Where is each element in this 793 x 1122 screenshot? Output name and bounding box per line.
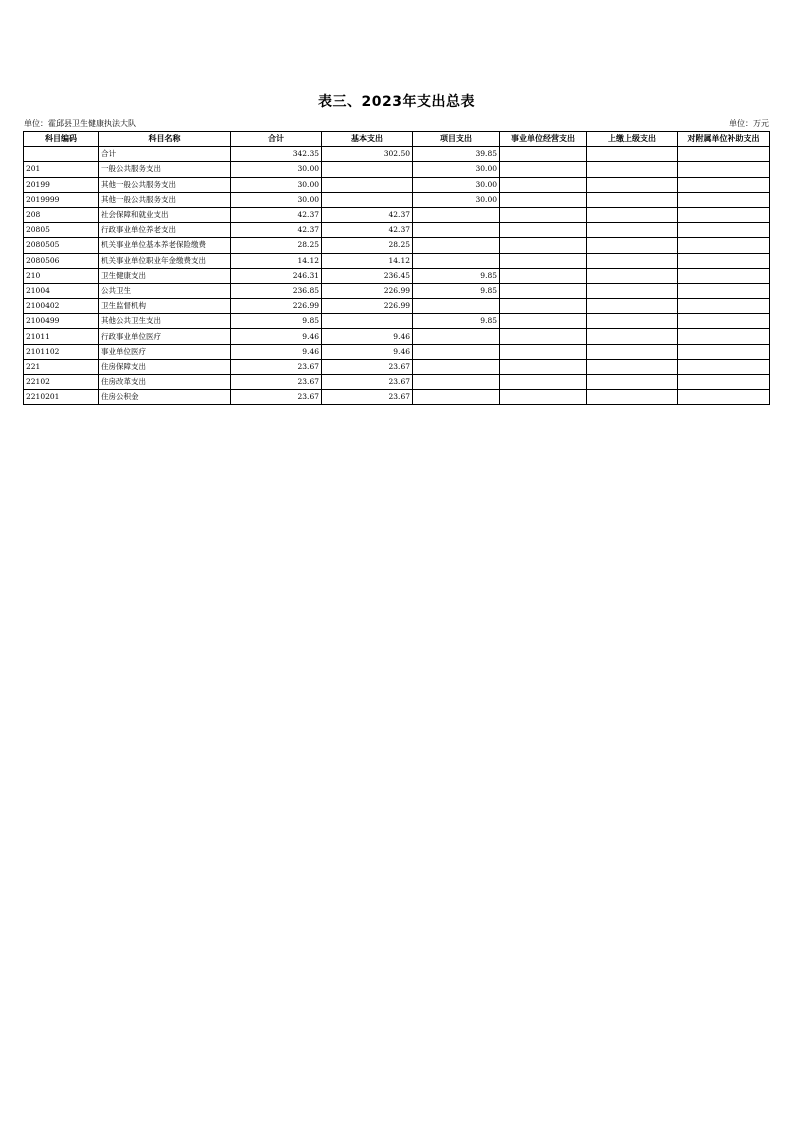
- cell-name: 其他公共卫生支出: [99, 314, 231, 329]
- cell-total: 226.99: [231, 299, 322, 314]
- cell-project: 9.85: [413, 268, 500, 283]
- header-subsidy: 对附属单位补助支出: [678, 132, 770, 147]
- cell-subsidy: [678, 283, 770, 298]
- cell-project: 9.85: [413, 314, 500, 329]
- expenditure-table: [23, 131, 770, 405]
- cell-business: [500, 192, 587, 207]
- cell-basic: [322, 177, 413, 192]
- cell-total: 9.46: [231, 344, 322, 359]
- cell-total: 246.31: [231, 268, 322, 283]
- cell-upper: [587, 299, 678, 314]
- cell-project: [413, 344, 500, 359]
- table-row: [24, 283, 770, 298]
- table-row: [24, 207, 770, 222]
- header-code: 科目编码: [24, 132, 99, 147]
- cell-total: 23.67: [231, 375, 322, 390]
- cell-subsidy: [678, 344, 770, 359]
- cell-upper: [587, 268, 678, 283]
- cell-code: 208: [24, 207, 99, 222]
- cell-total: 30.00: [231, 177, 322, 192]
- cell-business: [500, 344, 587, 359]
- cell-upper: [587, 344, 678, 359]
- cell-code: 21011: [24, 329, 99, 344]
- cell-basic: 14.12: [322, 253, 413, 268]
- cell-project: [413, 299, 500, 314]
- cell-code: 221: [24, 359, 99, 374]
- table-row: [24, 223, 770, 238]
- cell-business: [500, 283, 587, 298]
- table-row: [24, 329, 770, 344]
- header-project: 项目支出: [413, 132, 500, 147]
- cell-code: 22102: [24, 375, 99, 390]
- cell-basic: 23.67: [322, 390, 413, 405]
- table-row: [24, 344, 770, 359]
- cell-name: 住房改革支出: [99, 375, 231, 390]
- cell-code: 210: [24, 268, 99, 283]
- table-row: [24, 359, 770, 374]
- cell-total: 42.37: [231, 207, 322, 222]
- cell-project: 30.00: [413, 192, 500, 207]
- cell-basic: 28.25: [322, 238, 413, 253]
- cell-upper: [587, 162, 678, 177]
- table-row: [24, 268, 770, 283]
- cell-code: 2100499: [24, 314, 99, 329]
- cell-business: [500, 359, 587, 374]
- cell-upper: [587, 283, 678, 298]
- cell-name: 行政事业单位养老支出: [99, 223, 231, 238]
- cell-project: [413, 359, 500, 374]
- cell-business: [500, 162, 587, 177]
- header-total: 合计: [231, 132, 322, 147]
- cell-subsidy: [678, 314, 770, 329]
- table-row: [24, 177, 770, 192]
- cell-total: 28.25: [231, 238, 322, 253]
- cell-basic: 23.67: [322, 375, 413, 390]
- cell-upper: [587, 390, 678, 405]
- cell-name: 公共卫生: [99, 283, 231, 298]
- cell-business: [500, 207, 587, 222]
- cell-project: 9.85: [413, 283, 500, 298]
- cell-total: 30.00: [231, 192, 322, 207]
- cell-name: 住房公积金: [99, 390, 231, 405]
- cell-total: 14.12: [231, 253, 322, 268]
- cell-basic: 236.45: [322, 268, 413, 283]
- cell-code: 201: [24, 162, 99, 177]
- cell-code: 2080506: [24, 253, 99, 268]
- cell-name: 一般公共服务支出: [99, 162, 231, 177]
- cell-business: [500, 268, 587, 283]
- table-row: [24, 314, 770, 329]
- cell-code: [24, 147, 99, 162]
- cell-business: [500, 375, 587, 390]
- cell-code: 20805: [24, 223, 99, 238]
- cell-subsidy: [678, 329, 770, 344]
- cell-total: 236.85: [231, 283, 322, 298]
- cell-project: [413, 329, 500, 344]
- cell-business: [500, 329, 587, 344]
- cell-upper: [587, 147, 678, 162]
- cell-business: [500, 147, 587, 162]
- cell-code: 2080505: [24, 238, 99, 253]
- cell-basic: 42.37: [322, 223, 413, 238]
- cell-subsidy: [678, 390, 770, 405]
- cell-upper: [587, 223, 678, 238]
- cell-basic: [322, 192, 413, 207]
- cell-project: [413, 253, 500, 268]
- cell-code: 2019999: [24, 192, 99, 207]
- cell-code: 21004: [24, 283, 99, 298]
- cell-name: 事业单位医疗: [99, 344, 231, 359]
- header-basic: 基本支出: [322, 132, 413, 147]
- page-title: 表三、2023年支出总表: [318, 94, 475, 110]
- cell-business: [500, 390, 587, 405]
- cell-basic: 226.99: [322, 283, 413, 298]
- cell-total: 9.46: [231, 329, 322, 344]
- cell-name: 行政事业单位医疗: [99, 329, 231, 344]
- cell-name: 社会保障和就业支出: [99, 207, 231, 222]
- cell-name: 合计: [99, 147, 231, 162]
- table-row: [24, 147, 770, 162]
- cell-upper: [587, 207, 678, 222]
- cell-name: 其他一般公共服务支出: [99, 192, 231, 207]
- table-header-row: [24, 132, 770, 147]
- cell-basic: 23.67: [322, 359, 413, 374]
- cell-upper: [587, 192, 678, 207]
- cell-total: 342.35: [231, 147, 322, 162]
- cell-upper: [587, 238, 678, 253]
- cell-subsidy: [678, 192, 770, 207]
- cell-business: [500, 238, 587, 253]
- table-row: [24, 192, 770, 207]
- table-row: [24, 390, 770, 405]
- cell-project: [413, 238, 500, 253]
- cell-code: 2101102: [24, 344, 99, 359]
- header-business: 事业单位经营支出: [500, 132, 587, 147]
- cell-upper: [587, 314, 678, 329]
- cell-total: 30.00: [231, 162, 322, 177]
- table-row: [24, 375, 770, 390]
- cell-name: 卫生健康支出: [99, 268, 231, 283]
- cell-total: 9.85: [231, 314, 322, 329]
- cell-project: [413, 207, 500, 222]
- cell-basic: [322, 162, 413, 177]
- table-row: [24, 162, 770, 177]
- cell-project: 30.00: [413, 177, 500, 192]
- cell-business: [500, 253, 587, 268]
- cell-basic: [322, 314, 413, 329]
- cell-project: 39.85: [413, 147, 500, 162]
- cell-subsidy: [678, 359, 770, 374]
- cell-project: [413, 375, 500, 390]
- cell-subsidy: [678, 299, 770, 314]
- cell-subsidy: [678, 207, 770, 222]
- cell-project: [413, 390, 500, 405]
- cell-basic: 9.46: [322, 329, 413, 344]
- table-row: [24, 238, 770, 253]
- cell-total: 42.37: [231, 223, 322, 238]
- cell-upper: [587, 359, 678, 374]
- table-row: [24, 253, 770, 268]
- cell-project: [413, 223, 500, 238]
- cell-business: [500, 223, 587, 238]
- unit-label-currency: 单位：万元: [729, 119, 769, 128]
- cell-basic: 226.99: [322, 299, 413, 314]
- cell-name: 住房保障支出: [99, 359, 231, 374]
- header-upper: 上缴上级支出: [587, 132, 678, 147]
- cell-name: 机关事业单位基本养老保险缴费: [99, 238, 231, 253]
- cell-business: [500, 299, 587, 314]
- cell-upper: [587, 375, 678, 390]
- cell-basic: 302.50: [322, 147, 413, 162]
- cell-subsidy: [678, 375, 770, 390]
- cell-subsidy: [678, 147, 770, 162]
- cell-name: 卫生监督机构: [99, 299, 231, 314]
- cell-code: 2210201: [24, 390, 99, 405]
- cell-business: [500, 314, 587, 329]
- cell-code: 2100402: [24, 299, 99, 314]
- cell-code: 20199: [24, 177, 99, 192]
- cell-subsidy: [678, 177, 770, 192]
- cell-name: 机关事业单位职业年金缴费支出: [99, 253, 231, 268]
- cell-project: 30.00: [413, 162, 500, 177]
- cell-subsidy: [678, 238, 770, 253]
- cell-subsidy: [678, 162, 770, 177]
- cell-basic: 42.37: [322, 207, 413, 222]
- cell-upper: [587, 253, 678, 268]
- cell-name: 其他一般公共服务支出: [99, 177, 231, 192]
- header-name: 科目名称: [99, 132, 231, 147]
- cell-subsidy: [678, 253, 770, 268]
- cell-upper: [587, 329, 678, 344]
- cell-business: [500, 177, 587, 192]
- cell-total: 23.67: [231, 390, 322, 405]
- cell-total: 23.67: [231, 359, 322, 374]
- cell-basic: 9.46: [322, 344, 413, 359]
- cell-subsidy: [678, 268, 770, 283]
- table-row: [24, 299, 770, 314]
- unit-label-org: 单位：霍邱县卫生健康执法大队: [24, 119, 136, 128]
- cell-upper: [587, 177, 678, 192]
- cell-subsidy: [678, 223, 770, 238]
